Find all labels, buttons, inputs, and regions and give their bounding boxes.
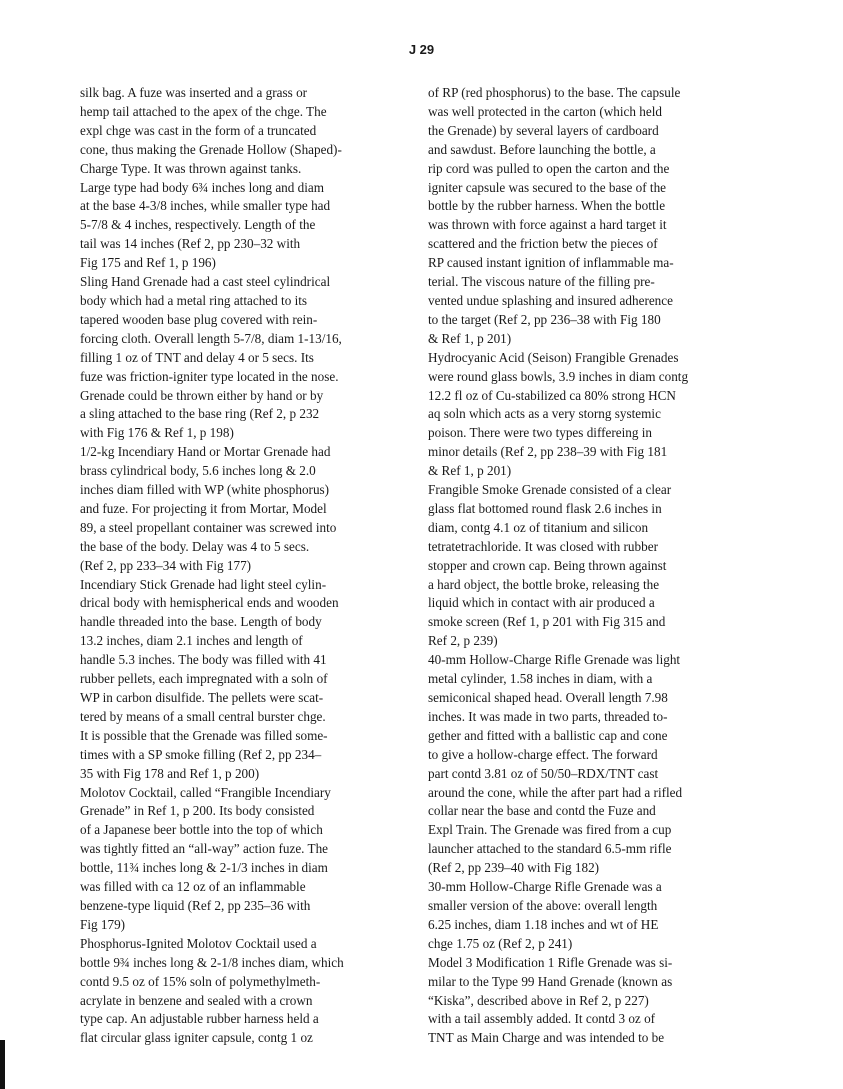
text-line: Sling Hand Grenade had a cast steel cylindrical	[80, 274, 331, 290]
text-line: part contd 3.81 oz of 50/50–RDX/TNT cast	[428, 765, 659, 781]
text-line: aq soln which acts as a very storng systemic	[428, 406, 661, 422]
text-line: to give a hollow-charge effect. The forward	[428, 746, 658, 762]
text-line: & Ref 1, p 201)	[428, 463, 512, 479]
text-line: (Ref 2, pp 239–40 with Fig 182)	[428, 860, 600, 876]
text-line: tapered wooden base plug covered with rein-	[80, 311, 318, 327]
text-line: with a tail assembly added. It contd 3 oz of	[428, 1011, 656, 1027]
text-line: at the base 4-3/8 inches, while smaller type had	[80, 198, 331, 214]
text-line: metal cylinder, 1.58 inches in diam, with a	[428, 671, 653, 687]
text-line: handle 5.3 inches. The body was filled with 41	[80, 652, 327, 668]
text-line: tered by means of a small central burster chge.	[80, 708, 326, 724]
text-line: terial. The viscous nature of the filling pre-	[428, 274, 655, 290]
text-line: rip cord was pulled to open the carton and the	[428, 160, 670, 176]
text-line: a hard object, the bottle broke, releasing the	[428, 576, 660, 592]
text-line: contd 9.5 oz of 15% soln of polymethylmeth-	[80, 973, 321, 989]
text-line: scattered and the friction betw the pieces of	[428, 236, 658, 252]
text-line: cone, thus making the Grenade Hollow (Shaped)-	[80, 141, 342, 157]
text-line: silk bag. A fuze was inserted and a grass or	[80, 85, 308, 100]
text-line: glass flat bottomed round flask 2.6 inches in	[428, 500, 662, 516]
text-line: was tightly fitted an “all-way” action fuze. The	[80, 841, 329, 857]
text-line: fuze was friction-igniter type located in the nose.	[80, 368, 339, 384]
text-line: Grenade could be thrown either by hand or by	[80, 387, 324, 403]
text-line: brass cylindrical body, 5.6 inches long & 2.0	[80, 463, 316, 479]
right-text-column	[428, 84, 758, 1048]
text-line: 35 with Fig 178 and Ref 1, p 200)	[80, 765, 260, 781]
text-line: Hydrocyanic Acid (Seison) Frangible Grenades	[428, 349, 679, 365]
text-line: the base of the body. Delay was 4 to 5 secs.	[80, 538, 310, 554]
text-line: 40-mm Hollow-Charge Rifle Grenade was light	[428, 652, 681, 668]
text-line: milar to the Type 99 Hand Grenade (known as	[428, 973, 673, 989]
text-line: launcher attached to the standard 6.5-mm rifle	[428, 841, 672, 857]
text-line: drical body with hemispherical ends and wooden	[80, 595, 339, 611]
text-line: was filled with ca 12 oz of an inflammable	[80, 879, 306, 895]
text-line: stopper and crown cap. Being thrown against	[428, 557, 667, 573]
left-text-column	[80, 84, 410, 1048]
text-line: inches. It was made in two parts, threaded to-	[428, 708, 668, 724]
text-line: & Ref 1, p 201)	[428, 330, 512, 346]
text-line: acrylate in benzene and sealed with a crown	[80, 992, 313, 1008]
text-line: Expl Train. The Grenade was fired from a cup	[428, 822, 672, 838]
text-line: Grenade” in Ref 1, p 200. Its body consisted	[80, 803, 315, 819]
text-line: the Grenade) by several layers of cardboard	[428, 122, 659, 138]
text-line: Ref 2, p 239)	[428, 633, 498, 649]
text-line: 89, a steel propellant container was screwed into	[80, 519, 337, 535]
text-line: of RP (red phosphorus) to the base. The capsule	[428, 85, 681, 100]
text-line: (Ref 2, pp 233–34 with Fig 177)	[80, 557, 252, 573]
text-line: igniter capsule was secured to the base of the	[428, 179, 667, 195]
text-line: gether and fitted with a ballistic cap and cone	[428, 727, 668, 743]
text-line: 12.2 fl oz of Cu-stabilized ca 80% strong HCN	[428, 387, 676, 403]
text-line: WP in carbon disulfide. The pellets were scat-	[80, 690, 324, 705]
text-line: and sawdust. Before launching the bottle, a	[428, 141, 656, 157]
text-line: TNT as Main Charge and was intended to be	[428, 1030, 665, 1046]
scan-edge-mark	[0, 1040, 5, 1089]
text-line: Fig 179)	[80, 916, 126, 932]
text-line: “Kiska”, described above in Ref 2, p 227)	[428, 992, 649, 1008]
text-line: hemp tail attached to the apex of the chge. The	[80, 103, 327, 119]
text-line: 1/2-kg Incendiary Hand or Mortar Grenade had	[80, 444, 331, 460]
text-line: times with a SP smoke filling (Ref 2, pp 234–	[80, 746, 322, 762]
text-line: 13.2 inches, diam 2.1 inches and length of	[80, 633, 303, 649]
text-line: Fig 175 and Ref 1, p 196)	[80, 255, 216, 271]
page-number: J 29	[408, 42, 435, 57]
text-line: bottle, 11¾ inches long & 2-1/3 inches in diam	[80, 860, 328, 876]
text-line: Model 3 Modification 1 Rifle Grenade was si-	[428, 954, 673, 970]
text-line: tetratetrachloride. It was closed with rubber	[428, 538, 658, 554]
text-line: poison. There were two types differeing in	[428, 425, 653, 441]
text-line: Phosphorus-Ignited Molotov Cocktail used a	[80, 935, 317, 951]
text-line: body which had a metal ring attached to its	[80, 292, 308, 308]
text-line: 6.25 inches, diam 1.18 inches and wt of HE	[428, 916, 659, 932]
text-line: Large type had body 6¾ inches long and diam	[80, 179, 325, 195]
text-line: 30-mm Hollow-Charge Rifle Grenade was a	[428, 879, 662, 895]
text-line: handle threaded into the base. Length of body	[80, 614, 322, 630]
text-line: was thrown with force against a hard target it	[428, 217, 667, 233]
text-line: to the target (Ref 2, pp 236–38 with Fig 180	[428, 311, 661, 327]
text-line: It is possible that the Grenade was filled some-	[80, 727, 328, 743]
text-line: was well protected in the carton (which held	[428, 103, 662, 119]
text-line: expl chge was cast in the form of a truncated	[80, 122, 317, 138]
text-line: flat circular glass igniter capsule, contg 1 oz	[80, 1030, 313, 1046]
text-line: and fuze. For projecting it from Mortar, Model	[80, 500, 327, 516]
text-line: liquid which in contact with air produced a	[428, 595, 655, 611]
text-line: smaller version of the above: overall length	[428, 897, 658, 913]
text-line: bottle 9¾ inches long & 2-1/8 inches diam, which	[80, 954, 344, 970]
text-line: bottle by the rubber harness. When the bottle	[428, 198, 666, 214]
text-line: Frangible Smoke Grenade consisted of a clear	[428, 482, 672, 498]
text-line: filling 1 oz of TNT and delay 4 or 5 secs. Its	[80, 349, 314, 365]
text-line: chge 1.75 oz (Ref 2, p 241)	[428, 935, 573, 951]
text-line: inches diam filled with WP (white phosphorus)	[80, 482, 330, 498]
text-line: collar near the base and contd the Fuze and	[428, 803, 656, 819]
text-line: forcing cloth. Overall length 5-7/8, diam 1-13/16,	[80, 330, 342, 346]
text-line: vented undue splashing and insured adherence	[428, 292, 673, 308]
text-line: smoke screen (Ref 1, p 201 with Fig 315 and	[428, 614, 666, 630]
text-line: around the cone, while the after part had a rifled	[428, 784, 683, 800]
text-line: 5-7/8 & 4 inches, respectively. Length of the	[80, 217, 316, 233]
text-line: diam, contg 4.1 oz of titanium and silicon	[428, 519, 649, 535]
text-line: Incendiary Stick Grenade had light steel cylin-	[80, 576, 327, 592]
text-line: minor details (Ref 2, pp 238–39 with Fig 181	[428, 444, 668, 460]
text-line: semiconical shaped head. Overall length 7.98	[428, 690, 668, 705]
text-line: with Fig 176 & Ref 1, p 198)	[80, 425, 234, 441]
text-line: RP caused instant ignition of inflammable ma-	[428, 255, 674, 271]
text-line: Charge Type. It was thrown against tanks.	[80, 160, 302, 176]
text-line: type cap. An adjustable rubber harness held a	[80, 1011, 319, 1027]
text-line: benzene-type liquid (Ref 2, pp 235–36 with	[80, 897, 311, 913]
text-line: were round glass bowls, 3.9 inches in diam contg	[428, 368, 689, 384]
text-line: a sling attached to the base ring (Ref 2, p 232	[80, 406, 320, 422]
text-line: rubber pellets, each impregnated with a soln of	[80, 671, 328, 687]
text-line: of a Japanese beer bottle into the top of which	[80, 822, 323, 838]
text-line: tail was 14 inches (Ref 2, pp 230–32 with	[80, 236, 301, 252]
text-line: Molotov Cocktail, called “Frangible Incendiary	[80, 784, 331, 800]
